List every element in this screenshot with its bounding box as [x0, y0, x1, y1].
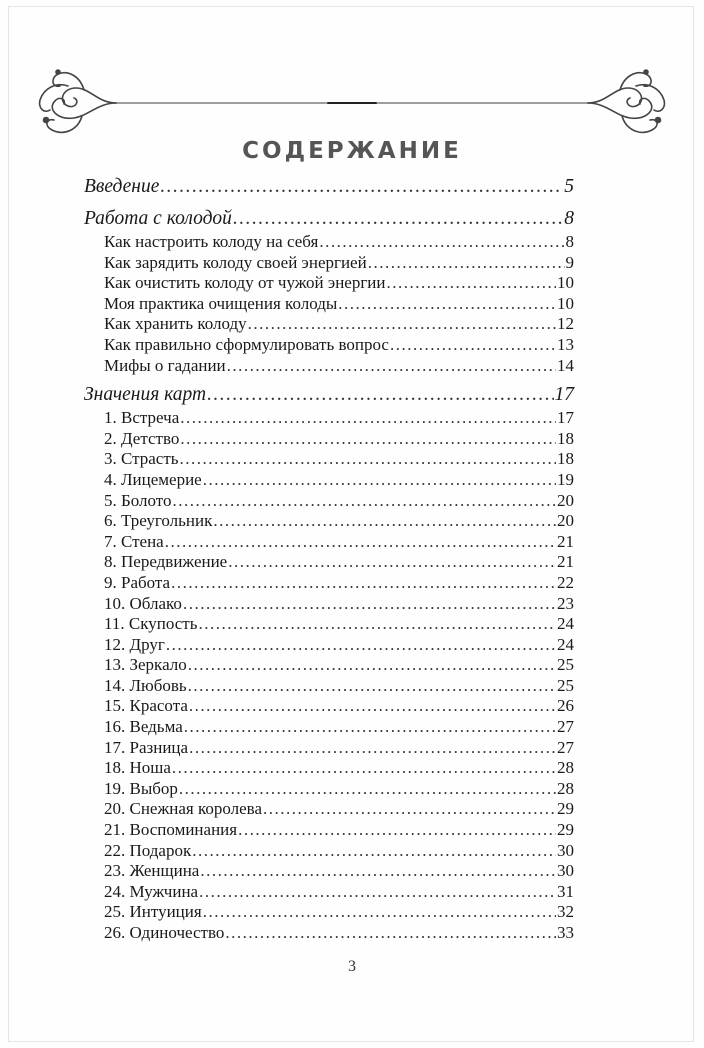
toc-item-page: 20 — [557, 490, 574, 510]
toc-item-title: Мифы о гадании — [104, 355, 226, 375]
toc-item-title: 20. Снежная королева — [104, 799, 262, 819]
toc-item[interactable] — [84, 532, 574, 553]
toc-item-page: 13 — [557, 334, 574, 354]
toc-item-title: 5. Болото — [104, 490, 172, 510]
dot-leader — [338, 294, 556, 315]
toc-item-page: 18 — [557, 428, 574, 448]
toc-item[interactable] — [84, 738, 574, 759]
toc-item[interactable] — [84, 799, 574, 820]
dot-leader — [238, 820, 556, 841]
dot-leader — [390, 335, 556, 356]
toc-item-title: 12. Друг — [104, 634, 165, 654]
toc-item[interactable] — [84, 676, 574, 697]
toc-item-title: Как хранить колоду — [104, 314, 247, 334]
page-number: 3 — [348, 958, 356, 975]
dot-leader — [165, 532, 556, 553]
toc-item[interactable] — [84, 861, 574, 882]
toc-item-title: 24. Мужчина — [104, 881, 199, 901]
toc-item-page: 30 — [557, 861, 574, 881]
toc-item[interactable] — [84, 511, 574, 532]
toc-item-title: 18. Ноша — [104, 758, 171, 778]
toc-item-page: 17 — [557, 408, 574, 428]
toc-item[interactable] — [84, 314, 574, 335]
toc-section-page: 8 — [564, 208, 574, 229]
dot-leader — [319, 232, 564, 253]
toc-item-title: Как правильно сформулировать вопрос — [104, 334, 389, 354]
toc-item[interactable] — [84, 429, 574, 450]
toc-item-title: Моя практика очищения колоды — [104, 293, 338, 313]
toc-item-page: 32 — [557, 902, 574, 922]
toc-section-page: 17 — [554, 384, 574, 406]
toc-item[interactable] — [84, 614, 574, 635]
toc-item-page: 33 — [557, 923, 574, 942]
toc-item[interactable] — [84, 491, 574, 512]
toc-section[interactable] — [84, 174, 574, 200]
dot-leader — [160, 174, 563, 200]
toc-item-page: 28 — [557, 778, 574, 798]
toc-item[interactable] — [84, 294, 574, 315]
toc-item[interactable] — [84, 573, 574, 594]
toc-section-page: 5 — [564, 176, 574, 197]
toc-section-title: Введение — [84, 176, 160, 197]
dot-leader — [368, 253, 565, 274]
dot-leader — [172, 758, 556, 779]
dot-leader — [180, 408, 556, 429]
toc-item[interactable] — [84, 758, 574, 779]
toc-item-page: 23 — [557, 593, 574, 613]
dot-leader — [189, 738, 556, 759]
toc-item-page: 27 — [557, 737, 574, 757]
dot-leader — [173, 491, 556, 512]
toc-item-page: 10 — [557, 273, 574, 293]
toc-section-title: Работа с колодой — [84, 208, 232, 229]
toc-item[interactable] — [84, 253, 574, 274]
toc-item[interactable] — [84, 408, 574, 429]
toc-item-title: Как очистить колоду от чужой энергии — [104, 273, 386, 293]
dot-leader — [203, 902, 556, 923]
toc-item[interactable] — [84, 820, 574, 841]
dot-leader — [263, 799, 556, 820]
toc-item-title: 2. Детство — [104, 428, 180, 448]
table-of-contents — [84, 174, 574, 944]
dot-leader — [233, 206, 563, 232]
toc-item-page: 31 — [557, 881, 574, 901]
toc-item-title: 25. Интуиция — [104, 902, 202, 922]
toc-item-title: Как настроить колоду на себя — [104, 232, 319, 251]
toc-item-page: 18 — [557, 449, 574, 469]
toc-item-page: 25 — [557, 655, 574, 675]
toc-item[interactable] — [84, 335, 574, 356]
dot-leader — [179, 779, 556, 800]
toc-item-page: 29 — [557, 820, 574, 840]
dot-leader — [188, 676, 556, 697]
toc-item-title: 13. Зеркало — [104, 655, 187, 675]
toc-item-title: 10. Облако — [104, 593, 182, 613]
toc-item[interactable] — [84, 232, 574, 253]
toc-item-title: 3. Страсть — [104, 449, 179, 469]
toc-item-title: 16. Ведьма — [104, 717, 183, 737]
toc-item[interactable] — [84, 841, 574, 862]
toc-item-title: 21. Воспоминания — [104, 820, 238, 840]
toc-item[interactable] — [84, 273, 574, 294]
toc-item[interactable] — [84, 655, 574, 676]
toc-item[interactable] — [84, 923, 574, 944]
toc-item[interactable] — [84, 717, 574, 738]
dot-leader — [184, 717, 556, 738]
toc-item-title: Как зарядить колоду своей энергией — [104, 252, 367, 272]
dot-leader — [387, 273, 556, 294]
dot-leader — [180, 449, 556, 470]
toc-item-page: 14 — [557, 355, 574, 375]
toc-item-page: 24 — [557, 634, 574, 654]
dot-leader — [213, 511, 556, 532]
toc-item-page: 21 — [557, 552, 574, 572]
toc-item-page: 25 — [557, 675, 574, 695]
toc-item-title: 23. Женщина — [104, 861, 200, 881]
toc-item[interactable] — [84, 902, 574, 923]
toc-item-page: 30 — [557, 840, 574, 860]
toc-item-page: 28 — [557, 758, 574, 778]
dot-leader — [228, 552, 556, 573]
toc-item-page: 19 — [557, 469, 574, 489]
dot-leader — [248, 314, 556, 335]
toc-section[interactable] — [84, 206, 574, 232]
dot-leader — [200, 861, 556, 882]
toc-item-page: 20 — [557, 511, 574, 531]
toc-item-page: 27 — [557, 717, 574, 737]
dot-leader — [183, 594, 556, 615]
toc-item-page: 26 — [557, 696, 574, 716]
dot-leader — [207, 382, 553, 408]
toc-item-title: 15. Красота — [104, 696, 188, 716]
toc-item-title: 7. Стена — [104, 531, 164, 551]
dot-leader — [188, 655, 556, 676]
toc-item[interactable] — [84, 779, 574, 800]
toc-item-title: 17. Разница — [104, 737, 189, 757]
toc-item-page: 21 — [557, 531, 574, 551]
toc-item-title: 4. Лицемерие — [104, 469, 202, 489]
toc-item-title: 14. Любовь — [104, 675, 187, 695]
toc-item-page: 10 — [557, 293, 574, 313]
toc-item-title: 19. Выбор — [104, 778, 178, 798]
toc-item-page: 24 — [557, 614, 574, 634]
toc-item[interactable] — [84, 449, 574, 470]
toc-item-page: 9 — [565, 252, 574, 272]
toc-item[interactable] — [84, 882, 574, 903]
dot-leader — [203, 470, 556, 491]
toc-item-title: 11. Скупость — [104, 614, 198, 634]
toc-item-title: 26. Одиночество — [104, 923, 225, 942]
toc-item[interactable] — [84, 696, 574, 717]
dot-leader — [192, 841, 556, 862]
toc-item-page: 29 — [557, 799, 574, 819]
toc-item-title: 9. Работа — [104, 572, 171, 592]
toc-item-title: 1. Встреча — [104, 408, 180, 428]
dot-leader — [225, 923, 556, 944]
dot-leader — [198, 614, 556, 635]
toc-item-page: 12 — [557, 314, 574, 334]
toc-item-title: 8. Передвижение — [104, 552, 228, 572]
dot-leader — [227, 356, 556, 377]
toc-item-title: 6. Треугольник — [104, 511, 213, 531]
toc-item[interactable] — [84, 594, 574, 615]
toc-item-page: 8 — [565, 232, 574, 251]
toc-item[interactable] — [84, 470, 574, 491]
toc-item-title: 22. Подарок — [104, 840, 192, 860]
dot-leader — [171, 573, 556, 594]
toc-section-title: Значения карт — [84, 384, 207, 406]
toc-item[interactable] — [84, 552, 574, 573]
toc-item-page: 22 — [557, 572, 574, 592]
dot-leader — [180, 429, 556, 450]
toc-section[interactable] — [84, 382, 574, 408]
flourish-ornament — [28, 58, 676, 148]
toc-item[interactable] — [84, 635, 574, 656]
dot-leader — [199, 882, 556, 903]
toc-item[interactable] — [84, 356, 574, 377]
dot-leader — [189, 696, 556, 717]
dot-leader — [166, 635, 556, 656]
page-title: СОДЕРЖАНИЕ — [242, 138, 462, 164]
